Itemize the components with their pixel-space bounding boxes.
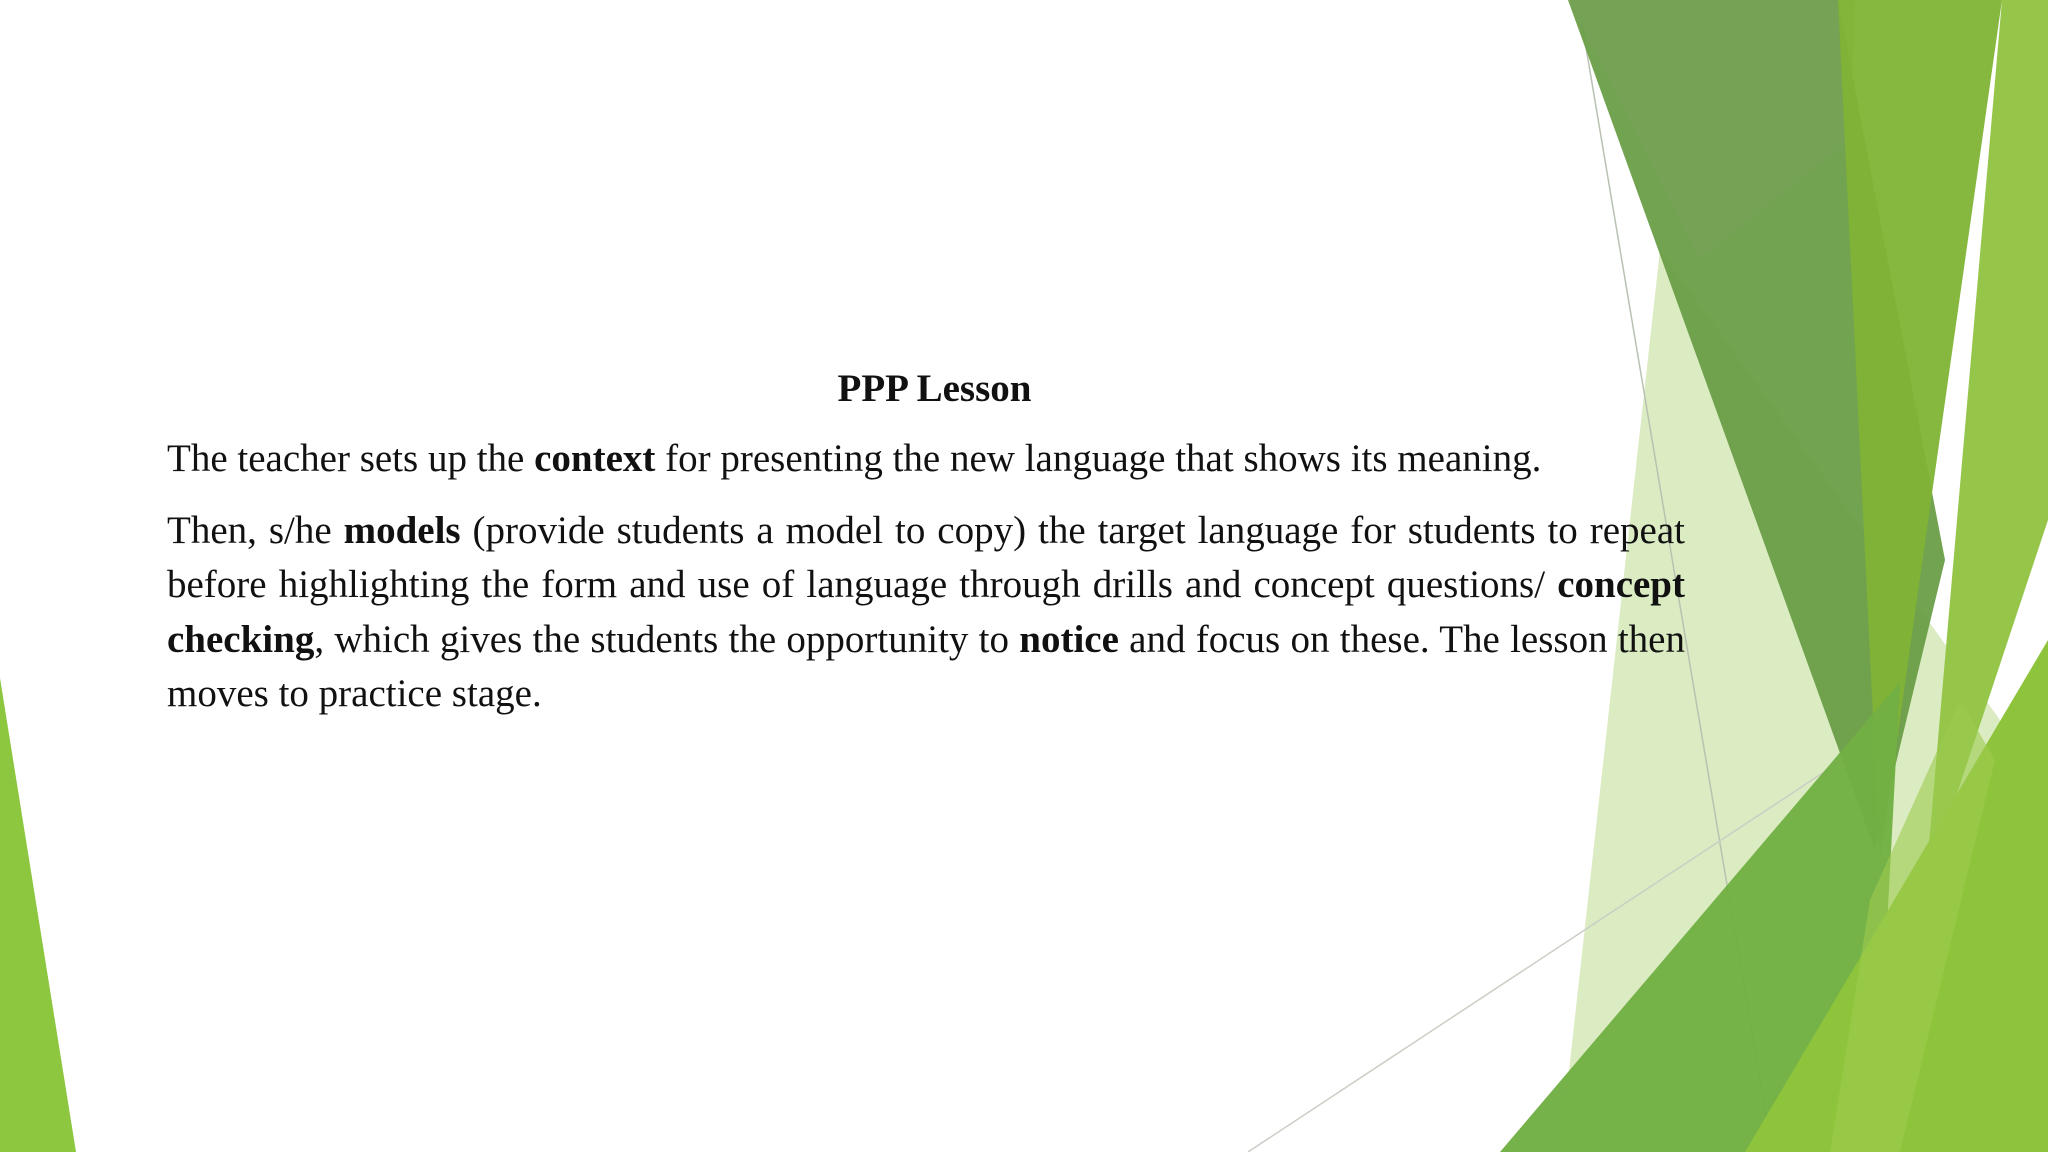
p2-text-c: , which gives the students the opportunity to xyxy=(314,617,1020,661)
slide-title: PPP Lesson xyxy=(837,367,1032,410)
p2-text-b: (provide students a model to copy) the target language for students to repeat before highlighting the form and use of language through drills and concept questions/ xyxy=(167,508,1685,606)
p2-text-a: Then, s/he xyxy=(167,508,344,552)
p1-text-a: The teacher sets up the xyxy=(167,437,535,480)
p2-bold-models: models xyxy=(343,508,461,552)
p2-bold-notice: notice xyxy=(1019,617,1119,661)
slide-content xyxy=(167,362,1685,739)
p2-bold-concept-checking: concept checking xyxy=(167,563,1685,661)
p2-text-d: and focus on these. The lesson then moves to practice stage. xyxy=(167,617,1685,715)
p1-text-b: for presenting the new language that shows its meaning. xyxy=(655,437,1542,480)
p1-bold-context: context xyxy=(534,437,656,480)
paragraph-models xyxy=(167,504,1685,722)
paragraph-context xyxy=(167,432,1685,487)
left-green-sliver xyxy=(0,678,76,1152)
